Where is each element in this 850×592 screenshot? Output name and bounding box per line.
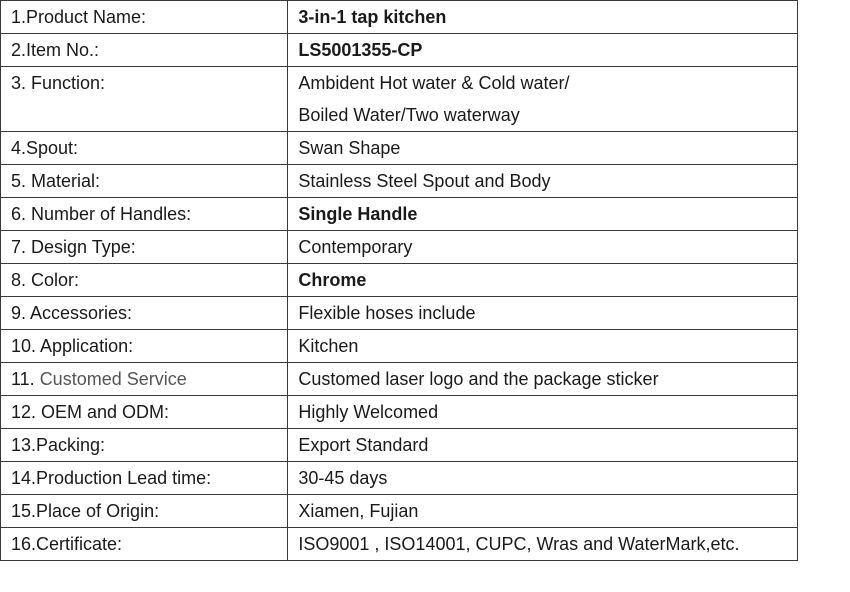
row-value: Flexible hoses include xyxy=(288,297,798,330)
table-row-customed-service xyxy=(1,363,798,396)
table-row-lead-time xyxy=(1,462,798,495)
row-label: 10. Application: xyxy=(1,330,288,363)
table-row-certificate xyxy=(1,528,798,561)
row-label: 9. Accessories: xyxy=(1,297,288,330)
table-row-accessories xyxy=(1,297,798,330)
row-label: 15.Place of Origin: xyxy=(1,495,288,528)
row-label: 7. Design Type: xyxy=(1,231,288,264)
row-label: 12. OEM and ODM: xyxy=(1,396,288,429)
table-row-product-name xyxy=(1,1,798,34)
row-label xyxy=(1,363,288,396)
table-row-item-no xyxy=(1,34,798,67)
row-value: 3-in-1 tap kitchen xyxy=(288,1,798,34)
row-value: Highly Welcomed xyxy=(288,396,798,429)
row-label: 6. Number of Handles: xyxy=(1,198,288,231)
row-label: 5. Material: xyxy=(1,165,288,198)
table-row-function xyxy=(1,67,798,132)
row-value: Stainless Steel Spout and Body xyxy=(288,165,798,198)
row-value: Kitchen xyxy=(288,330,798,363)
table-row-material xyxy=(1,165,798,198)
table-row-origin xyxy=(1,495,798,528)
table-row-handles xyxy=(1,198,798,231)
row-label: 1.Product Name: xyxy=(1,1,288,34)
row-label: 8. Color: xyxy=(1,264,288,297)
table-row-oem-odm xyxy=(1,396,798,429)
row-label: 16.Certificate: xyxy=(1,528,288,561)
row-value: Single Handle xyxy=(288,198,798,231)
row-value: ISO9001 , ISO14001, CUPC, Wras and WaterMark,etc. xyxy=(288,528,798,561)
table-row-design-type xyxy=(1,231,798,264)
row-label-number: 11. xyxy=(11,369,40,389)
table-row-color xyxy=(1,264,798,297)
row-value: Contemporary xyxy=(288,231,798,264)
table-row-application xyxy=(1,330,798,363)
row-label-text: Customed Service xyxy=(39,369,187,389)
row-value-line: Ambident Hot water & Cold water/ xyxy=(298,73,570,93)
row-value-line: Boiled Water/Two waterway xyxy=(298,105,520,125)
row-value: Export Standard xyxy=(288,429,798,462)
row-label: 13.Packing: xyxy=(1,429,288,462)
row-label: 4.Spout: xyxy=(1,132,288,165)
row-label: 2.Item No.: xyxy=(1,34,288,67)
table-row-spout xyxy=(1,132,798,165)
row-label: 3. Function: xyxy=(1,67,288,132)
table-row-packing xyxy=(1,429,798,462)
row-value: Chrome xyxy=(288,264,798,297)
row-value: 30-45 days xyxy=(288,462,798,495)
row-value: Customed laser logo and the package sticker xyxy=(288,363,798,396)
row-value xyxy=(288,67,798,132)
row-value: Xiamen, Fujian xyxy=(288,495,798,528)
row-label: 14.Production Lead time: xyxy=(1,462,288,495)
row-value: LS5001355-CP xyxy=(288,34,798,67)
row-value: Swan Shape xyxy=(288,132,798,165)
